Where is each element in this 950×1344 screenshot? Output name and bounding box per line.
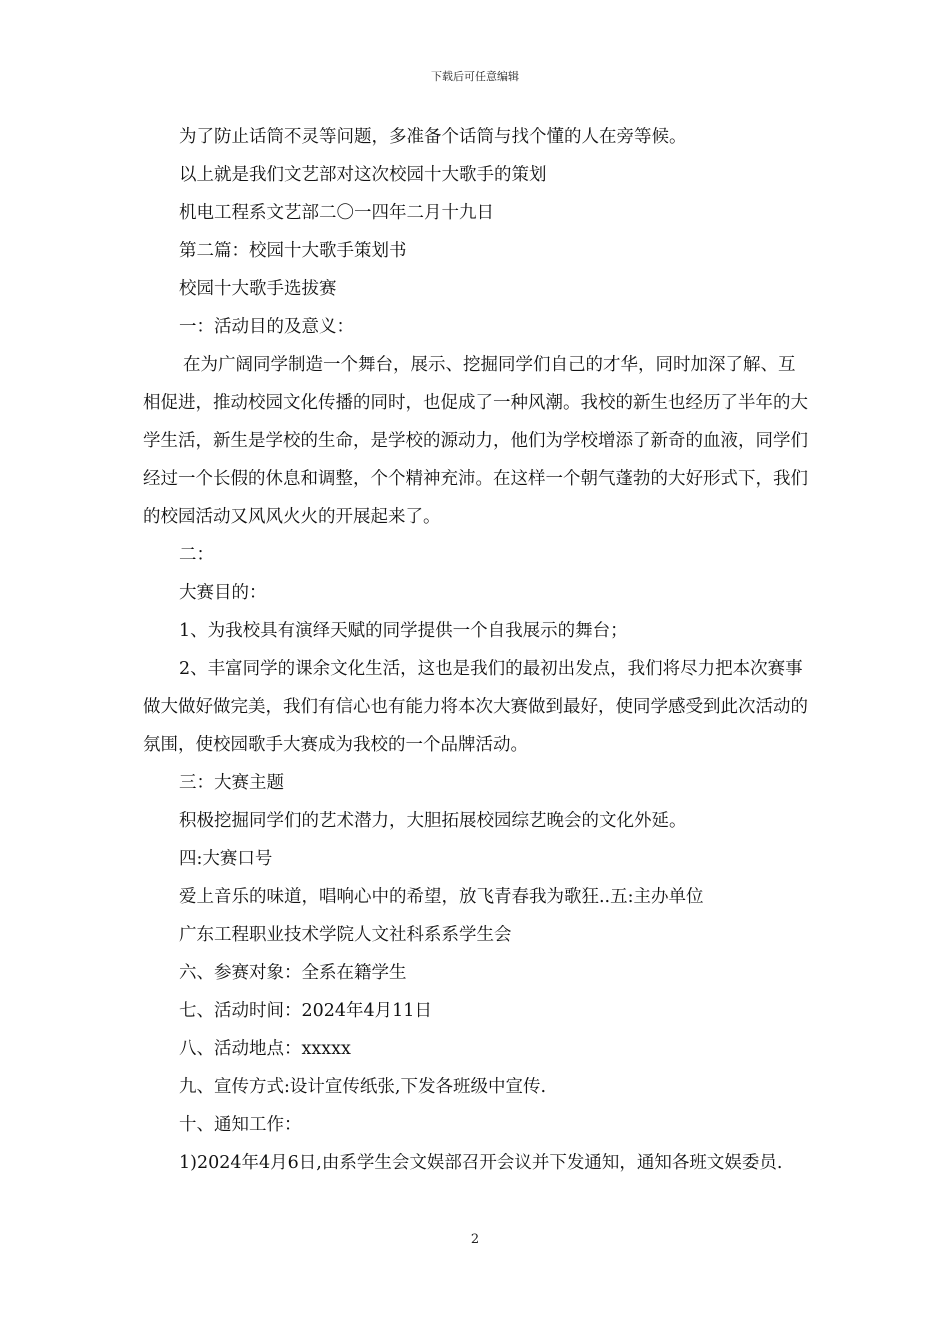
page-header-note: 下载后可任意编辑	[431, 70, 519, 83]
paragraph-theme: 积极挖掘同学们的艺术潜力，大胆拓展校园综艺晚会的文化外延。	[179, 811, 687, 831]
notification-item-1: 1)2024年4月6日,由系学生会文娱部召开会议并下发通知，通知各班文娱委员.	[179, 1153, 783, 1173]
item-event-location: 八、活动地点：xxxxx	[179, 1039, 351, 1059]
heading-slogan: 四:大赛口号	[179, 849, 273, 869]
heading-contest-goals: 大赛目的：	[179, 583, 267, 603]
paragraph-purpose-body: 在为广阔同学制造一个舞台，展示、挖掘同学们自己的才华，同时加深了解、互相促进，推动校园文化传播的同时，也促成了一种风潮。我校的新生也经历了半年的大学生活，新生是学校的生命，是学校的源动力，他们为学校增添了新奇的血液，同学们经过一个长假的休息和调整，个个精神充沛。在这样一个朝气蓬勃的大好形式下，我们的校园活动又风风火火的开展起来了。	[143, 355, 808, 527]
page-number: 2	[470, 1232, 480, 1247]
paragraph-mic-backup: 为了防止话筒不灵等问题，多准备个话筒与找个懂的人在旁等候。	[179, 127, 687, 147]
heading-notification: 十、通知工作：	[179, 1115, 302, 1135]
paragraph-signature-date: 机电工程系文艺部二〇一四年二月十九日	[179, 203, 494, 223]
paragraph-slogan: 爱上音乐的味道，唱响心中的希望，放飞青春我为歌狂..五:主办单位	[179, 887, 704, 907]
heading-purpose: 一：活动目的及意义：	[179, 317, 354, 337]
section-title-part-two: 第二篇：校园十大歌手策划书	[179, 241, 407, 261]
item-event-time: 七、活动时间：2024年4月11日	[179, 1001, 432, 1021]
item-promotion: 九、宣传方式:设计宣传纸张,下发各班级中宣传.	[179, 1077, 547, 1097]
goal-item-1: 1、为我校具有演绎天赋的同学提供一个自我展示的舞台；	[179, 621, 628, 641]
paragraph-organizer: 广东工程职业技术学院人文社科系系学生会	[179, 925, 512, 945]
heading-theme: 三：大赛主题	[179, 773, 284, 793]
heading-two: 二：	[179, 545, 214, 565]
goal-item-2: 2、丰富同学的课余文化生活，这也是我们的最初出发点，我们将尽力把本次赛事做大做好做完美，我们有信心也有能力将本次大赛做到最好，使同学感受到此次活动的氛围，使校园歌手大赛成为我校的一个品牌活动。	[143, 659, 808, 755]
document-body	[143, 118, 808, 1182]
paragraph-summary: 以上就是我们文艺部对这次校园十大歌手的策划	[179, 165, 547, 185]
event-title: 校园十大歌手选拔赛	[179, 279, 337, 299]
item-participants: 六、参赛对象：全系在籍学生	[179, 963, 407, 983]
